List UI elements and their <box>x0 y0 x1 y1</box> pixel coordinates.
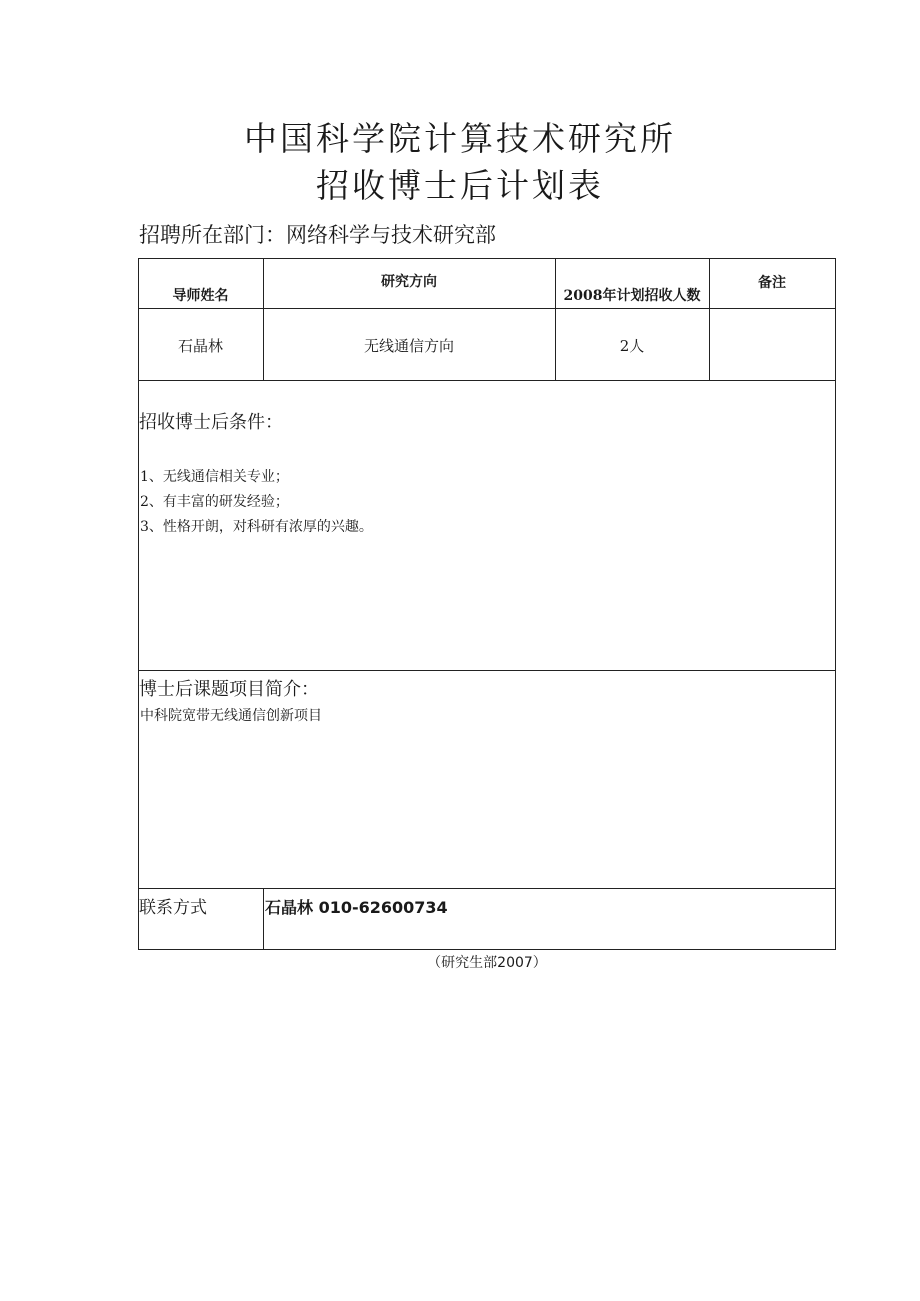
condition-item: 2、有丰富的研发经验； <box>140 494 289 510</box>
table-border-top <box>138 258 836 259</box>
plan-table <box>138 258 836 950</box>
header-quota: 2008年计划招收人数 <box>563 288 701 304</box>
table-col-divider <box>263 888 264 949</box>
page-title: 中国科学院计算技术研究所 <box>244 119 676 158</box>
table-row-divider <box>138 888 836 889</box>
table-col-divider <box>555 258 556 380</box>
conditions-heading: 招收博士后条件： <box>139 412 283 433</box>
project-text: 中科院宽带无线通信创新项目 <box>140 708 322 724</box>
condition-item: 1、无线通信相关专业； <box>140 469 289 485</box>
contact-value: 石晶林 010-62600734 <box>265 898 448 917</box>
header-direction: 研究方向 <box>381 274 437 290</box>
cell-advisor: 石晶林 <box>177 337 223 355</box>
cell-direction: 无线通信方向 <box>363 337 454 355</box>
table-border-left <box>138 258 139 950</box>
header-remarks: 备注 <box>758 275 786 291</box>
table-row-divider <box>138 308 836 309</box>
table-border-bottom <box>138 949 836 950</box>
cell-quota: 2人 <box>619 337 645 355</box>
condition-item: 3、性格开朗，对科研有浓厚的兴趣。 <box>140 519 373 535</box>
footer-note: （研究生部2007） <box>427 955 547 971</box>
table-row-divider <box>138 670 836 671</box>
project-heading: 博士后课题项目简介： <box>139 679 319 700</box>
page-subtitle: 招收博士后计划表 <box>316 166 604 205</box>
table-row-divider <box>138 380 836 381</box>
table-border-right <box>835 258 836 950</box>
header-advisor: 导师姓名 <box>172 288 229 304</box>
contact-label: 联系方式 <box>139 898 207 918</box>
department-line: 招聘所在部门：网络科学与技术研究部 <box>139 223 496 247</box>
